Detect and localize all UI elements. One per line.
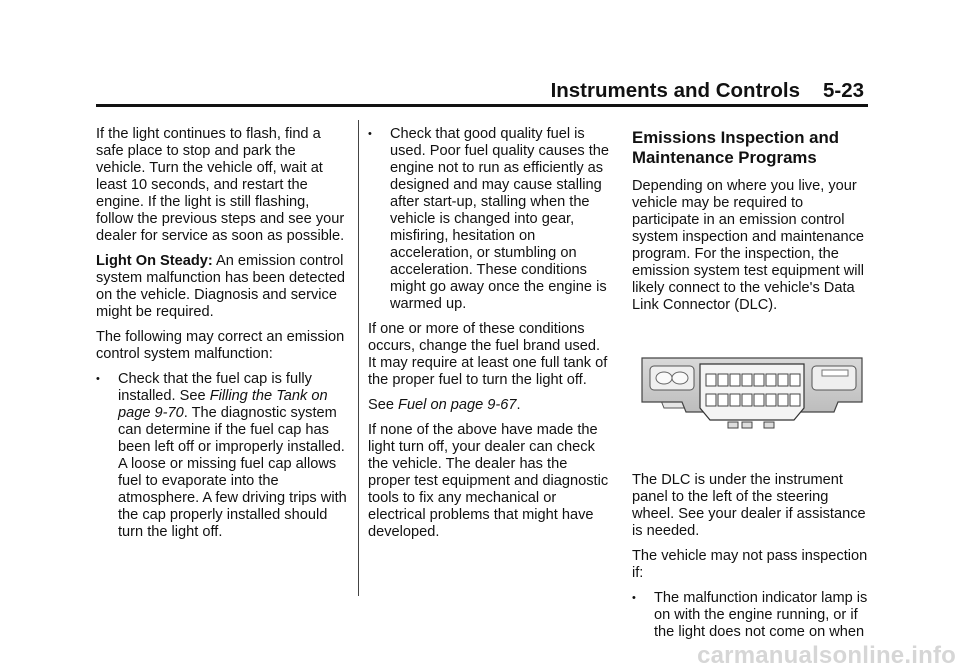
dlc-connector-icon — [632, 336, 872, 456]
xref-fuel[interactable]: Fuel on page 9-67 — [398, 397, 517, 413]
xref-filling-the-tank[interactable]: Filling the Tank on page 9-70 — [118, 388, 328, 421]
paragraph-may-correct: The following may correct an emission control system malfunction: — [96, 329, 345, 362]
paragraph-inspection-program: Depending on where you live, your vehicle may be required to participate in an emission control system inspection and maintenance program. For the inspection, the emission system test equipment will likely connect to the vehicle's Data Link Connector (DLC). — [632, 178, 865, 313]
paragraph-may-not-pass: The vehicle may not pass inspection if: — [632, 548, 868, 581]
column-2 — [368, 126, 610, 549]
paragraph-flashing-light: If the light continues to flash, find a safe place to stop and park the vehicle. Turn the vehicle off, wait at least 10 seconds, and restart the engine. If the light is still flashing, follow the previous steps and see your dealer for service as soon as possible. — [96, 126, 345, 244]
column-1 — [96, 126, 348, 549]
header-rule — [96, 104, 868, 107]
bullet-mil-on — [632, 590, 872, 641]
light-on-steady-text: An emission control system malfunction has been detected on the vehicle. Diagnosis and service might be required. — [96, 253, 346, 320]
paragraph-change-fuel-brand: If one or more of these conditions occurs, change the fuel brand used. It may require at least one full tank of the proper fuel to turn the light off. — [368, 321, 608, 388]
paragraph-dlc-location: The DLC is under the instrument panel to the left of the steering wheel. See your dealer if assistance is needed. — [632, 472, 866, 539]
section-heading-emissions-inspection: Emissions Inspection and Maintenance Programs — [632, 128, 840, 167]
page-number: 5-23 — [822, 79, 864, 102]
paragraph-dealer-check: If none of the above have made the light turn off, your dealer can check the vehicle. The dealer has the proper test equipment and diagnostic tools to fix any mechanical or electrical problems that might have developed. — [368, 422, 609, 540]
bullet-icon: • — [368, 128, 372, 140]
bullet-fuel-quality — [368, 126, 610, 313]
bullet-icon: • — [96, 373, 100, 385]
bullet-fuel-cap-pre: Check that the fuel cap is fully installed. See — [118, 371, 312, 404]
paragraph-light-on-steady — [96, 253, 348, 321]
bullet-fuel-cap-post: . The diagnostic system can determine if the fuel cap has been left off or improperly installed. A loose or missing fuel cap allows fuel to evaporate into the atmosphere. A few driving trips with the cap properly installed should turn the light off. — [118, 405, 347, 540]
bullet-icon: • — [632, 592, 636, 604]
section-title: Instruments and Controls — [550, 79, 800, 102]
dlc-connector-figure — [632, 322, 872, 472]
column-divider — [358, 120, 359, 596]
paragraph-see-fuel — [368, 397, 610, 414]
see-fuel-pre: See — [368, 397, 399, 413]
see-fuel-post: . — [516, 397, 521, 413]
column-3 — [632, 126, 872, 649]
bullet-fuel-cap — [96, 371, 348, 541]
bullet-mil-on-text: The malfunction indicator lamp is on with the engine running, or if the light does not come on when — [654, 590, 868, 640]
watermark: carmanualsonline.info — [697, 642, 956, 669]
lead-light-on-steady: Light On Steady: — [96, 253, 213, 269]
bullet-fuel-quality-text: Check that good quality fuel is used. Poor fuel quality causes the engine not to run as efficiently as designed and may cause stalling after start-up, stalling when the vehicle is changed into gear, misfiring, hesitation on acceleration, or stumbling on acceleration. These conditions might go away once the engine is warmed up. — [390, 126, 610, 312]
